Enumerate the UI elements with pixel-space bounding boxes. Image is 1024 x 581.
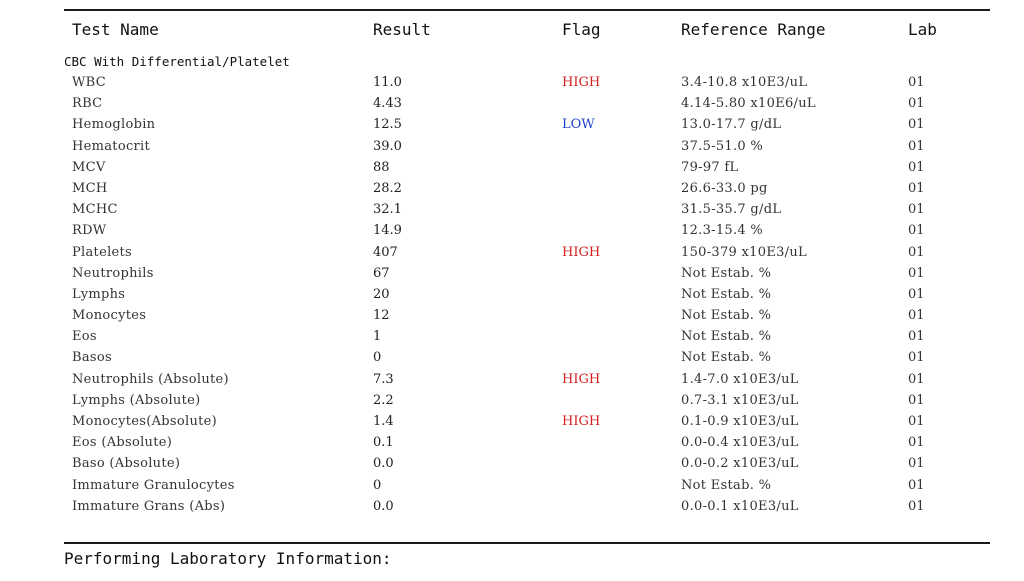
result-cell: 28.2: [373, 180, 402, 196]
lab-cell: 01: [908, 180, 925, 196]
test-name-cell: Baso (Absolute): [72, 456, 181, 472]
result-cell: 1: [373, 329, 382, 345]
result-cell: 11.0: [373, 75, 402, 90]
flag-cell: HIGH: [562, 414, 601, 429]
reference-range-cell: 3.4-10.8 x10E3/uL: [681, 75, 808, 90]
column-header-test-name: Test Name: [72, 20, 159, 39]
table-row: [0, 179, 1024, 200]
result-cell: 2.2: [373, 392, 394, 408]
table-row: [0, 264, 1024, 285]
reference-range-cell: 0.0-0.1 x10E3/uL: [681, 498, 799, 514]
result-cell: 12: [373, 308, 390, 324]
result-cell: 0: [373, 477, 382, 493]
reference-range-cell: 37.5-51.0 %: [681, 138, 764, 154]
test-name-cell: Hematocrit: [72, 138, 151, 154]
table-row: [0, 370, 1024, 391]
flag-cell: HIGH: [562, 75, 601, 90]
lab-cell: 01: [908, 265, 925, 281]
lab-cell: 01: [908, 435, 925, 451]
lab-cell: 01: [908, 308, 925, 324]
reference-range-cell: 150-379 x10E3/uL: [681, 244, 807, 260]
test-name-cell: WBC: [72, 75, 107, 90]
reference-range-cell: Not Estab. %: [681, 350, 772, 366]
reference-range-cell: 4.14-5.80 x10E6/uL: [681, 96, 816, 112]
test-name-cell: Neutrophils: [72, 265, 154, 281]
table-row: [0, 243, 1024, 264]
top-divider: [64, 9, 990, 11]
table-row: [0, 137, 1024, 158]
table-row: [0, 348, 1024, 369]
performing-lab-heading: Performing Laboratory Information:: [64, 549, 392, 568]
flag-cell: LOW: [562, 117, 595, 133]
result-cell: 0.0: [373, 456, 394, 472]
result-cell: 14.9: [373, 223, 402, 239]
reference-range-cell: Not Estab. %: [681, 329, 772, 345]
test-name-cell: Monocytes(Absolute): [72, 414, 218, 429]
lab-cell: 01: [908, 223, 925, 239]
table-row: [0, 94, 1024, 115]
test-name-cell: Hemoglobin: [72, 117, 156, 133]
flag-cell: HIGH: [562, 244, 601, 260]
result-cell: 0.0: [373, 498, 394, 514]
test-name-cell: MCHC: [72, 202, 118, 218]
table-row: [0, 476, 1024, 497]
section-title: CBC With Differential/Platelet: [64, 54, 290, 69]
result-cell: 12.5: [373, 117, 402, 133]
test-name-cell: MCV: [72, 159, 106, 175]
result-cell: 7.3: [373, 371, 394, 387]
lab-cell: 01: [908, 350, 925, 366]
lab-cell: 01: [908, 75, 925, 90]
test-name-cell: RBC: [72, 96, 103, 112]
test-name-cell: Lymphs: [72, 286, 126, 302]
lab-cell: 01: [908, 244, 925, 260]
test-name-cell: Eos: [72, 329, 97, 345]
reference-range-cell: 13.0-17.7 g/dL: [681, 117, 782, 133]
flag-cell: HIGH: [562, 371, 601, 387]
lab-cell: 01: [908, 286, 925, 302]
reference-range-cell: 1.4-7.0 x10E3/uL: [681, 371, 799, 387]
result-cell: 1.4: [373, 414, 394, 429]
test-name-cell: Platelets: [72, 244, 133, 260]
reference-range-cell: 0.0-0.2 x10E3/uL: [681, 456, 799, 472]
table-row: [0, 285, 1024, 306]
reference-range-cell: 0.7-3.1 x10E3/uL: [681, 392, 799, 408]
lab-cell: 01: [908, 498, 925, 514]
lab-cell: 01: [908, 329, 925, 345]
test-name-cell: Monocytes: [72, 308, 147, 324]
results-table: [0, 73, 1024, 518]
table-row: [0, 73, 1024, 94]
reference-range-cell: 79-97 fL: [681, 159, 739, 175]
result-cell: 0: [373, 350, 382, 366]
reference-range-cell: Not Estab. %: [681, 477, 772, 493]
column-header-result: Result: [373, 20, 431, 39]
table-row: [0, 158, 1024, 179]
result-cell: 67: [373, 265, 390, 281]
column-header-reference-range: Reference Range: [681, 20, 826, 39]
test-name-cell: Lymphs (Absolute): [72, 392, 201, 408]
reference-range-cell: 12.3-15.4 %: [681, 223, 764, 239]
reference-range-cell: 26.6-33.0 pg: [681, 180, 768, 196]
result-cell: 20: [373, 286, 390, 302]
reference-range-cell: Not Estab. %: [681, 265, 772, 281]
test-name-cell: Basos: [72, 350, 112, 366]
result-cell: 407: [373, 244, 398, 260]
lab-cell: 01: [908, 96, 925, 112]
lab-cell: 01: [908, 456, 925, 472]
lab-cell: 01: [908, 202, 925, 218]
test-name-cell: Immature Grans (Abs): [72, 498, 226, 514]
table-row: [0, 115, 1024, 136]
table-row: [0, 497, 1024, 518]
reference-range-cell: Not Estab. %: [681, 286, 772, 302]
table-row: [0, 200, 1024, 221]
reference-range-cell: 31.5-35.7 g/dL: [681, 202, 782, 218]
test-name-cell: Neutrophils (Absolute): [72, 371, 229, 387]
table-row: [0, 391, 1024, 412]
lab-cell: 01: [908, 392, 925, 408]
test-name-cell: Immature Granulocytes: [72, 477, 235, 493]
table-row: [0, 433, 1024, 454]
table-row: [0, 221, 1024, 242]
result-cell: 0.1: [373, 435, 394, 451]
lab-cell: 01: [908, 138, 925, 154]
result-cell: 4.43: [373, 96, 402, 112]
bottom-divider: [64, 542, 990, 544]
test-name-cell: MCH: [72, 180, 108, 196]
result-cell: 88: [373, 159, 390, 175]
reference-range-cell: 0.0-0.4 x10E3/uL: [681, 435, 799, 451]
table-row: [0, 412, 1024, 433]
lab-cell: 01: [908, 414, 925, 429]
lab-cell: 01: [908, 477, 925, 493]
column-header-lab: Lab: [908, 20, 937, 39]
lab-cell: 01: [908, 371, 925, 387]
result-cell: 32.1: [373, 202, 402, 218]
lab-cell: 01: [908, 117, 925, 133]
reference-range-cell: 0.1-0.9 x10E3/uL: [681, 414, 799, 429]
result-cell: 39.0: [373, 138, 402, 154]
test-name-cell: Eos (Absolute): [72, 435, 173, 451]
table-row: [0, 327, 1024, 348]
test-name-cell: RDW: [72, 223, 107, 239]
column-header-flag: Flag: [562, 20, 601, 39]
table-row: [0, 454, 1024, 475]
lab-cell: 01: [908, 159, 925, 175]
reference-range-cell: Not Estab. %: [681, 308, 772, 324]
table-row: [0, 306, 1024, 327]
